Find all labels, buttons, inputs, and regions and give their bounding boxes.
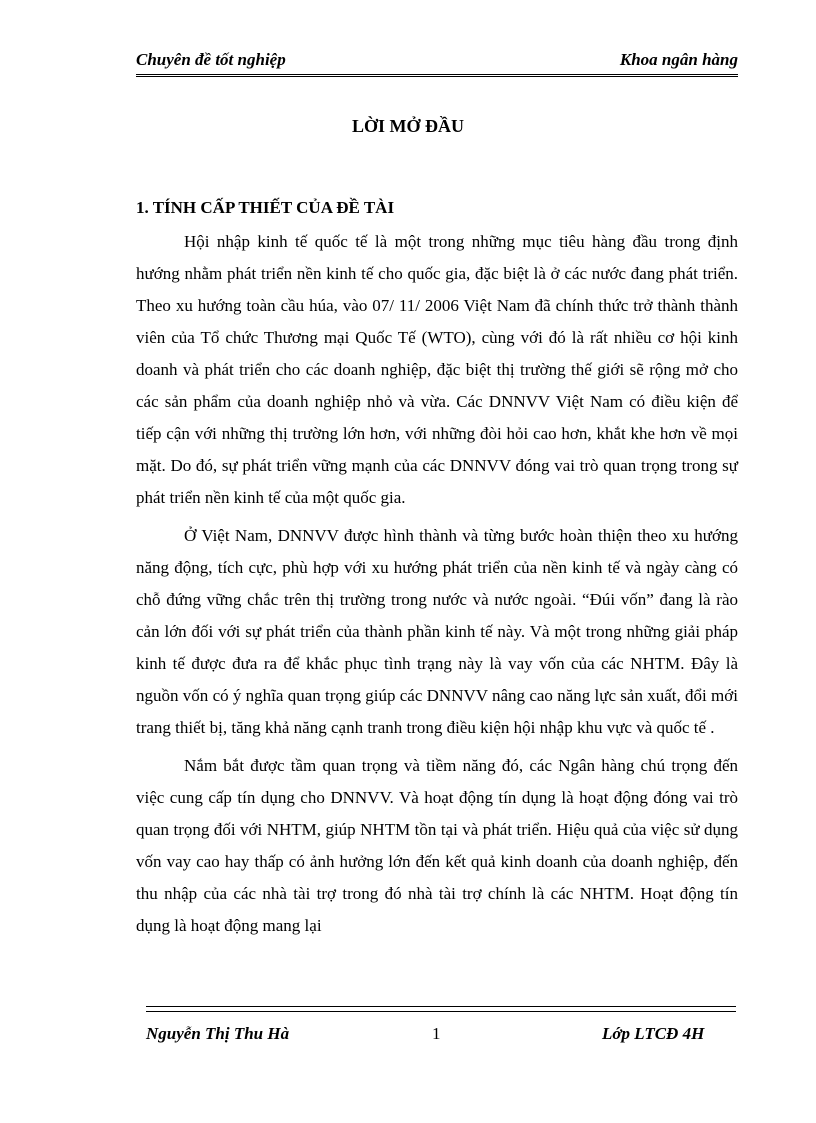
body-text <box>136 226 738 942</box>
page-header <box>136 48 738 77</box>
footer-author: Nguyễn Thị Thu Hà <box>146 1024 290 1043</box>
footer-class: Lớp LTCĐ 4H <box>602 1024 705 1043</box>
paragraph: Nắm bắt được tầm quan trọng và tiềm năng đó, các Ngân hàng chú trọng đến việc cung cấp tín dụng cho DNNVV. Và hoạt động tín dụng là hoạt động đóng vai trò quan trọng đối với NHTM, giúp NHTM tồn tại và phát triển. Hiệu quả của việc sử dụng vốn vay cao hay thấp có ảnh hưởng lớn đến kết quả kinh doanh của doanh nghiệp, đến thu nhập của các nhà tài trợ trong đó nhà tài trợ chính là các NHTM. Hoạt động tín dụng là hoạt động mang lại <box>136 756 738 935</box>
header-document-type: Chuyên đề tốt nghiệp <box>136 50 286 69</box>
page-number: 1 <box>432 1024 441 1043</box>
page-title: LỜI MỞ ĐẦU <box>352 116 464 136</box>
paragraph: Ở Việt Nam, DNNVV được hình thành và từng bước hoàn thiện theo xu hướng năng động, tích cực, phù hợp với xu hướng phát triển của nền kinh tế và ngày càng có chỗ đứng vững chắc trên thị trường trong nước và nước ngoài. “Đúi vốn” đang là rào cản lớn đối với sự phát triển của thành phần kinh tế này. Và một trong những giải pháp kinh tế được đưa ra để khắc phục tình trạng này là vay vốn của các NHTM. Đây là nguồn vốn có ý nghĩa quan trọng giúp các DNNVV nâng cao năng lực sản xuất, đổi mới trang thiết bị, tăng khả năng cạnh tranh trong điều kiện hội nhập khu vực và quốc tế . <box>136 526 738 737</box>
header-department: Khoa ngân hàng <box>619 50 738 69</box>
paragraph: Hội nhập kinh tế quốc tế là một trong những mục tiêu hàng đầu trong định hướng nhằm phát triển nền kinh tế cho quốc gia, đặc biệt là ở các nước đang phát triển. Theo xu hướng toàn cầu húa, vào 07/ 11/ 2006 Việt Nam đã chính thức trở thành thành viên của Tổ chức Thương mại Quốc Tế (WTO), cùng với đó là rất nhiều cơ hội kinh doanh và phát triển cho các doanh nghiệp, đặc biệt thị trường thế giới sẽ rộng mở cho các sản phẩm của doanh nghiệp nhỏ và vừa. Các DNNVV Việt Nam có điều kiện để tiếp cận với những thị trường lớn hơn, với những đòi hỏi cao hơn, khắt khe hơn về mọi mặt. Do đó, sự phát triển vững mạnh của các DNNVV đóng vai trò quan trọng trong sự phát triển nền kinh tế của một quốc gia. <box>136 232 738 507</box>
section-heading: 1. TÍNH CẤP THIẾT CỦA ĐỀ TÀI <box>136 198 395 217</box>
footer-divider <box>146 1006 736 1012</box>
